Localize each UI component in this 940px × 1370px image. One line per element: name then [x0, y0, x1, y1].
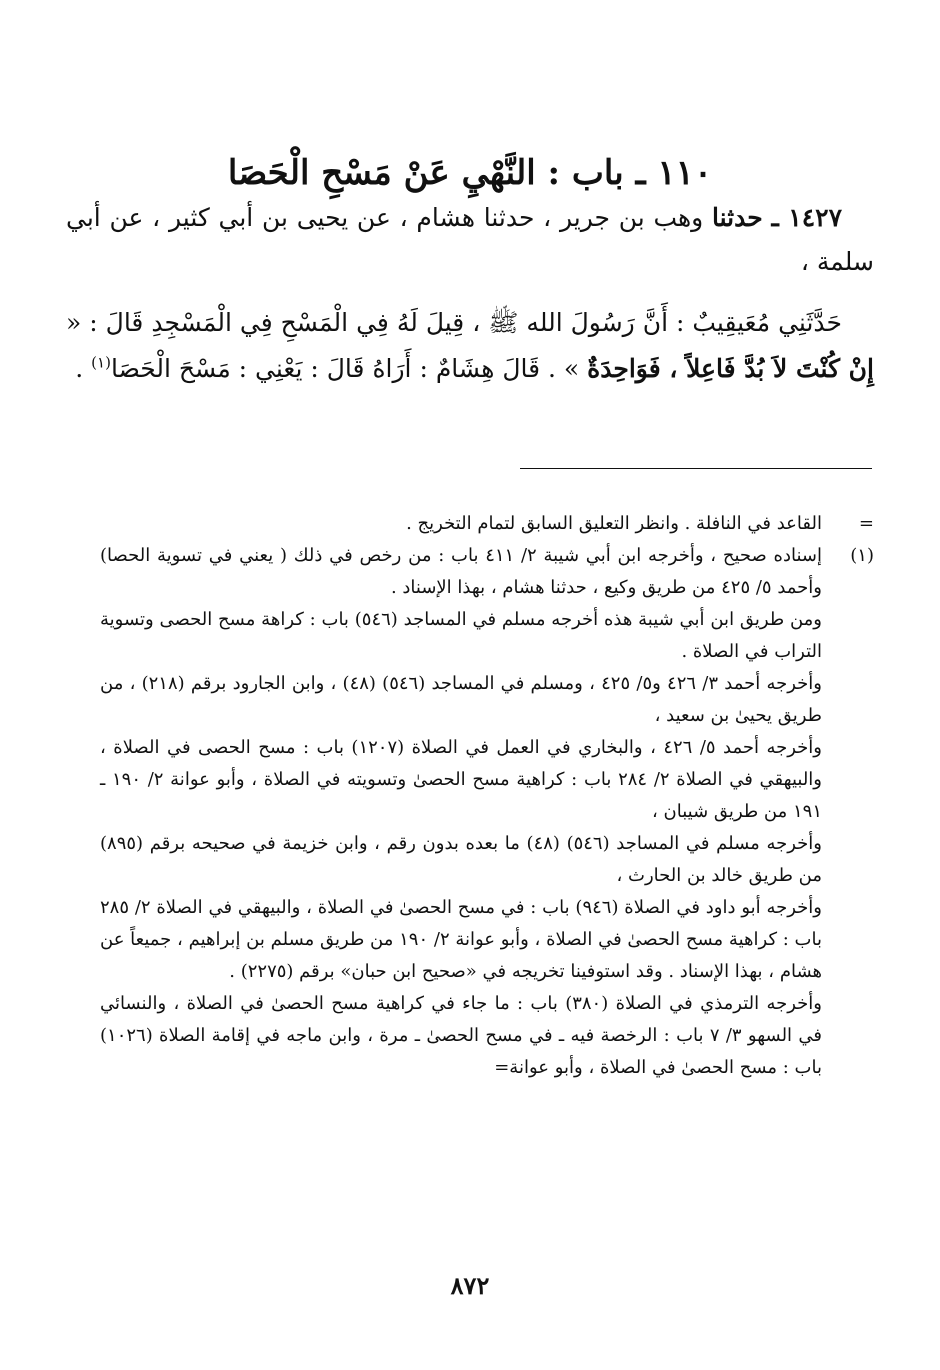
hadith-matn-part1: حَدَّثَنِي مُعَيقِيبٌ : أَنَّ رَسُولَ الله ﷺ ، قِيلَ لَهُ فِي الْمَسْحِ فِي الْمَسْجِدِ قَالَ : «	[66, 308, 842, 337]
hadith-prophetic-saying: إِنْ كُنْتَ لاَ بُدَّ فَاعِلاً ، فَوَاحِدَةٌ	[587, 354, 874, 383]
footnote-1-marker: (١)	[850, 545, 874, 566]
footnote-paragraph: وأخرجه مسلم في المساجد (٥٤٦) (٤٨) ما بعده بدون رقم ، وابن خزيمة في صحيحه برقم (٨٩٥) من طريق خالد بن الحارث ،	[100, 833, 822, 886]
hadith-isnad-text: وهب بن جرير ، حدثنا هشام ، عن يحيى بن أبي كثير ، عن أبي سلمة ،	[66, 203, 874, 276]
hadith-number: ١٤٢٧ ـ	[771, 203, 843, 232]
hadith-block	[66, 196, 874, 392]
footnote-1	[100, 540, 874, 1084]
hadith-matn-end: .	[75, 354, 92, 383]
footnote-continued-text: القاعد في النافلة . وانظر التعليق السابق لتمام التخريج .	[406, 513, 822, 534]
footnote-reference[interactable]: (١)	[91, 353, 111, 372]
footnote-paragraph: ومن طريق ابن أبي شيبة هذه أخرجه مسلم في المساجد (٥٤٦) باب : كراهة مسح الحصى وتسوية التراب في الصلاة .	[100, 609, 822, 662]
footnote-paragraph: وأخرجه أحمد ٣/ ٤٢٦ و٥/ ٤٢٥ ، ومسلم في المساجد (٥٤٦) (٤٨) ، وابن الجارود برقم (٢١٨) ، من طريق يحيىٰ بن سعيد ،	[100, 673, 822, 726]
footnotes-section	[100, 508, 874, 1084]
hadith-isnad	[66, 196, 874, 284]
hadith-matn-part2: » . قَالَ هِشَامٌ : أَرَاهُ قَالَ : يَعْنِي : مَسْحَ الْحَصَا	[110, 354, 580, 383]
page-number: ٨٧٢	[450, 1271, 490, 1300]
hadith-matn	[66, 300, 874, 392]
continued-marker: =	[858, 513, 874, 534]
footnote-continued	[100, 508, 874, 540]
chapter-title: ١١٠ ـ باب : النَّهْيِ عَنْ مَسْحِ الْحَصَا	[227, 152, 713, 193]
footnote-paragraph: وأخرجه الترمذي في الصلاة (٣٨٠) باب : ما جاء في كراهية مسح الحصىٰ في الصلاة ، والنسائي في السهو ٣/ ٧ باب : الرخصة فيه ـ في مسح الحصىٰ ـ مرة ، وابن ماجه في إقامة الصلاة (١٠٢٦) باب : مسح الحصىٰ في الصلاة ، وأبو عوانة=	[100, 993, 822, 1078]
footnote-paragraph: وأخرجه أبو داود في الصلاة (٩٤٦) باب : في مسح الحصىٰ في الصلاة ، والبيهقي في الصلاة ٢/ ٢٨٥ باب : كراهية مسح الحصىٰ في الصلاة ، وأبو عوانة ٢/ ١٩٠ من طريق مسلم بن إبراهيم ، جميعاً عن هشام ، بهذا الإسناد . وقد استوفينا تخريجه في «صحيح ابن حبان» برقم (٢٢٧٥) .	[100, 897, 822, 982]
footnote-paragraph: وأخرجه أحمد ٥/ ٤٢٦ ، والبخاري في العمل في الصلاة (١٢٠٧) باب : مسح الحصى في الصلاة ، والبيهقي في الصلاة ٢/ ٢٨٤ باب : كراهية مسح الحصىٰ وتسويته في الصلاة ، وأبو عوانة ٢/ ١٩٠ ـ ١٩١ من طريق شيبان ،	[100, 737, 823, 822]
hadith-isnad-lead: حدثنا	[712, 203, 763, 232]
footnote-divider	[520, 468, 872, 469]
footnote-paragraph: إسناده صحيح ، وأخرجه ابن أبي شيبة ٢/ ٤١١ باب : من رخص في ذلك ( يعني في تسوية الحصا) وأحمد ٥/ ٤٢٥ من طريق وكيع ، حدثنا هشام ، بهذا الإسناد .	[100, 545, 822, 598]
